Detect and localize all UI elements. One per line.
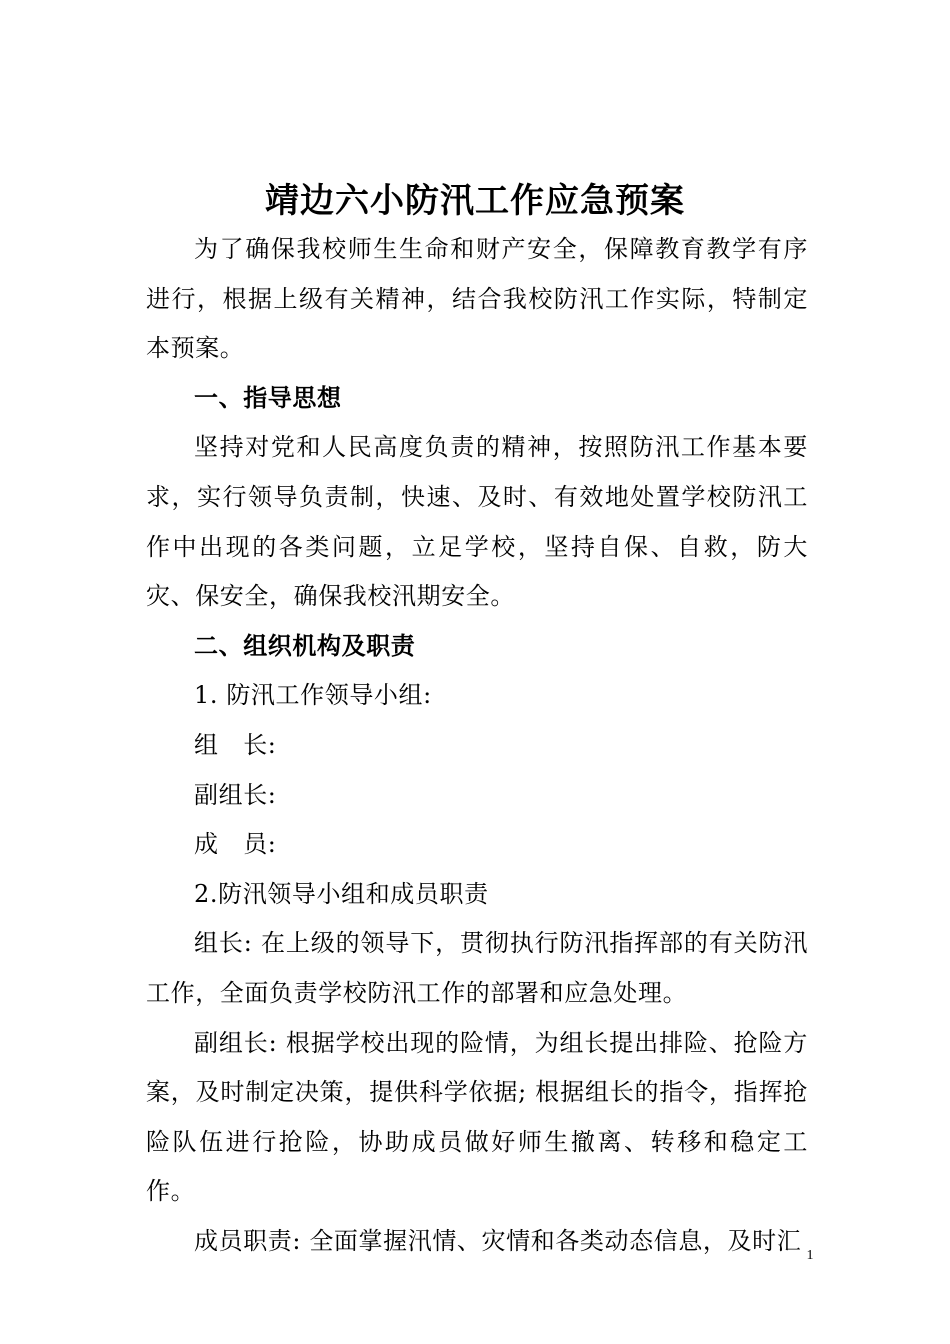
intro-paragraph: 为了确保我校师生生命和财产安全，保障教育教学有序进行，根据上级有关精神，结合我校防汛工作实际，特制定本预案。 — [146, 235, 808, 363]
leader-duties-paragraph: 组长: 在上级的领导下，贯彻执行防汛指挥部的有关防汛工作，全面负责学校防汛工作的部署和应急处理。 — [146, 929, 808, 1007]
leadership-group-label: 1. 防汛工作领导小组: — [194, 681, 432, 710]
page-number: 1 — [806, 1248, 814, 1263]
member-duties-paragraph: 成员职责: 全面掌握汛情、灾情和各类动态信息，及时汇 — [194, 1226, 802, 1255]
group-leader-line: 组 长: — [194, 730, 277, 759]
deputy-leader-line: 副组长: — [194, 780, 277, 809]
section-heading-organization: 二、组织机构及职责 — [194, 631, 416, 660]
members-line: 成 员: — [194, 830, 277, 859]
guiding-ideology-paragraph: 坚持对党和人民高度负责的精神，按照防汛工作基本要求，实行领导负责制，快速、及时、有效地处置学校防汛工作中出现的各类问题，立足学校，坚持自保、自救，防大灾、保安全，确保我校汛期安全。 — [146, 433, 808, 611]
document-body — [146, 225, 808, 1266]
deputy-duties-paragraph: 副组长: 根据学校出现的险情，为组长提出排险、抢险方案，及时制定决策，提供科学依据; 根据组长的指令，指挥抢险队伍进行抢险，协助成员做好师生撤离、转移和稳定工作。 — [146, 1028, 808, 1206]
document-title: 靖边六小防汛工作应急预案 — [265, 181, 685, 221]
section-heading-guiding-ideology: 一、指导思想 — [194, 383, 342, 412]
responsibilities-subheading: 2.防汛领导小组和成员职责 — [194, 879, 489, 908]
